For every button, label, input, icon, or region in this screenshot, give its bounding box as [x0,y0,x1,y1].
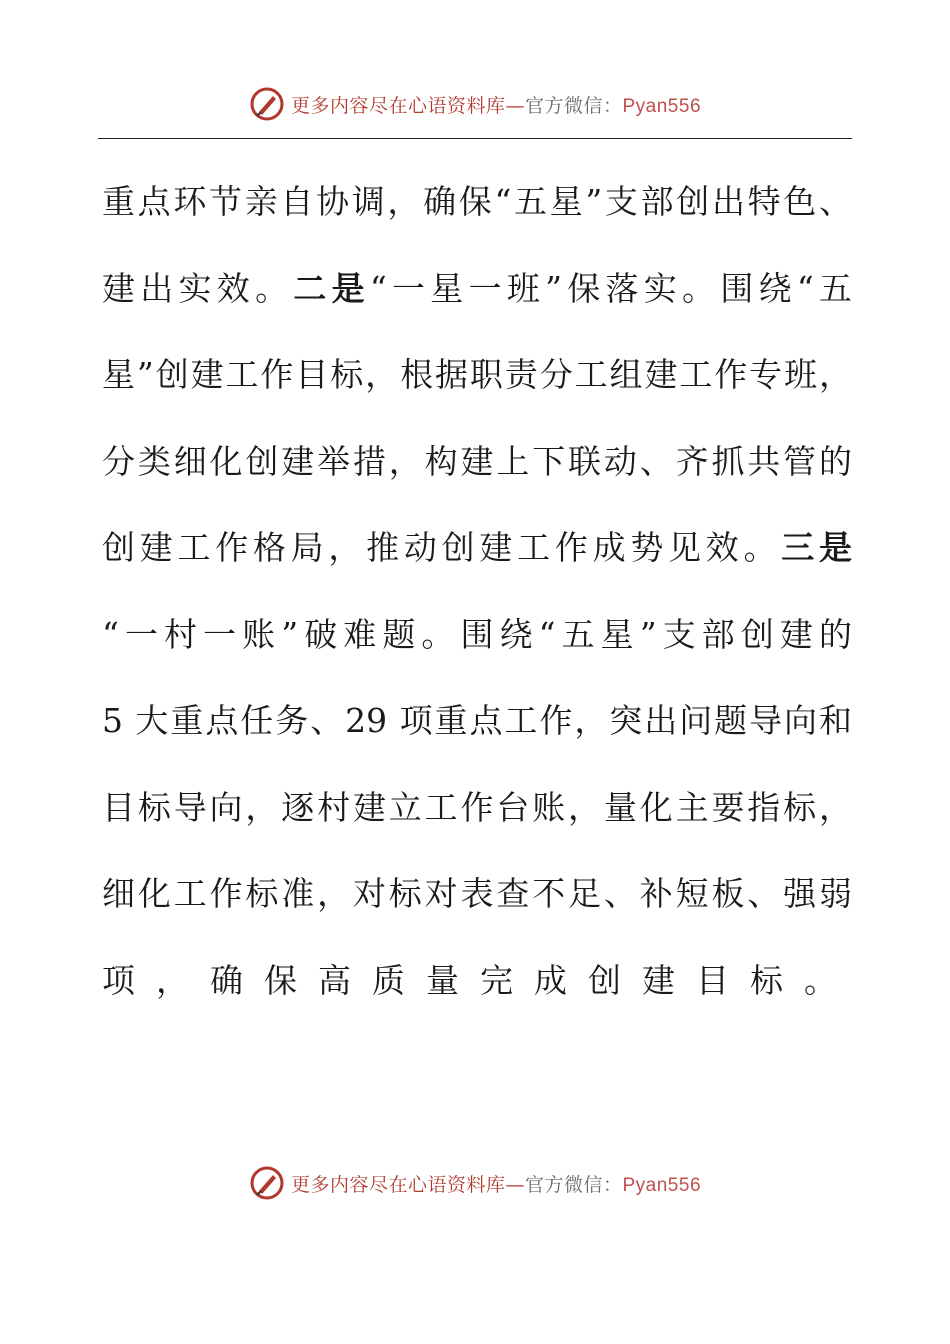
body-line [102,172,852,259]
page-footer [0,1163,950,1203]
document-body [102,172,858,1037]
body-line [102,259,852,346]
body-line [102,345,852,432]
line-text: “一星一班”保落实。围绕“五 [369,268,852,308]
line-text: 项，确保高质量完成创建目标。 [102,960,858,1000]
bold-heading: 二是 [293,268,370,308]
bold-heading: 三是 [781,528,853,567]
body-line [102,778,852,865]
line-text: 分类细化创建举措，构建上下联动、齐抓共管的 [102,441,852,481]
line-text: 创建工作格局，推动创建工作成势见效。 [102,528,782,567]
body-line [102,518,852,605]
pen-logo-icon [249,86,285,122]
header-banner [291,91,701,118]
pen-logo-icon [249,1165,285,1201]
body-line [102,432,852,519]
page-header [0,84,950,124]
body-line [102,691,852,778]
footer-brand-text: 更多内容尽在心语资料库— [290,1173,525,1196]
line-text: 细化工作标准，对标对表查不足、补短板、强弱 [102,874,852,913]
header-divider [98,138,852,139]
header-brand-text: 更多内容尽在心语资料库— [290,94,525,117]
body-line [102,864,852,951]
line-text: “一村一账”破难题。围绕“五星”支部创建的 [102,614,852,654]
footer-wechat-label: 官方微信： [524,1173,623,1196]
header-wechat-id: Pyan556 [622,95,702,117]
body-line [102,951,858,1038]
footer-wechat-id: Pyan556 [622,1174,702,1196]
header-wechat-label: 官方微信： [524,94,623,117]
footer-banner [291,1170,701,1197]
line-text: 建出实效。 [102,268,294,308]
line-text: 5 大重点任务、29 项重点工作，突出问题导向和 [102,701,852,740]
line-text: 星”创建工作目标，根据职责分工组建工作专班， [102,355,852,394]
body-line [102,605,852,692]
line-text: 重点环节亲自协调，确保“五星”支部创出特色、 [102,182,852,221]
line-text: 目标导向，逐村建立工作台账，量化主要指标， [102,787,852,827]
